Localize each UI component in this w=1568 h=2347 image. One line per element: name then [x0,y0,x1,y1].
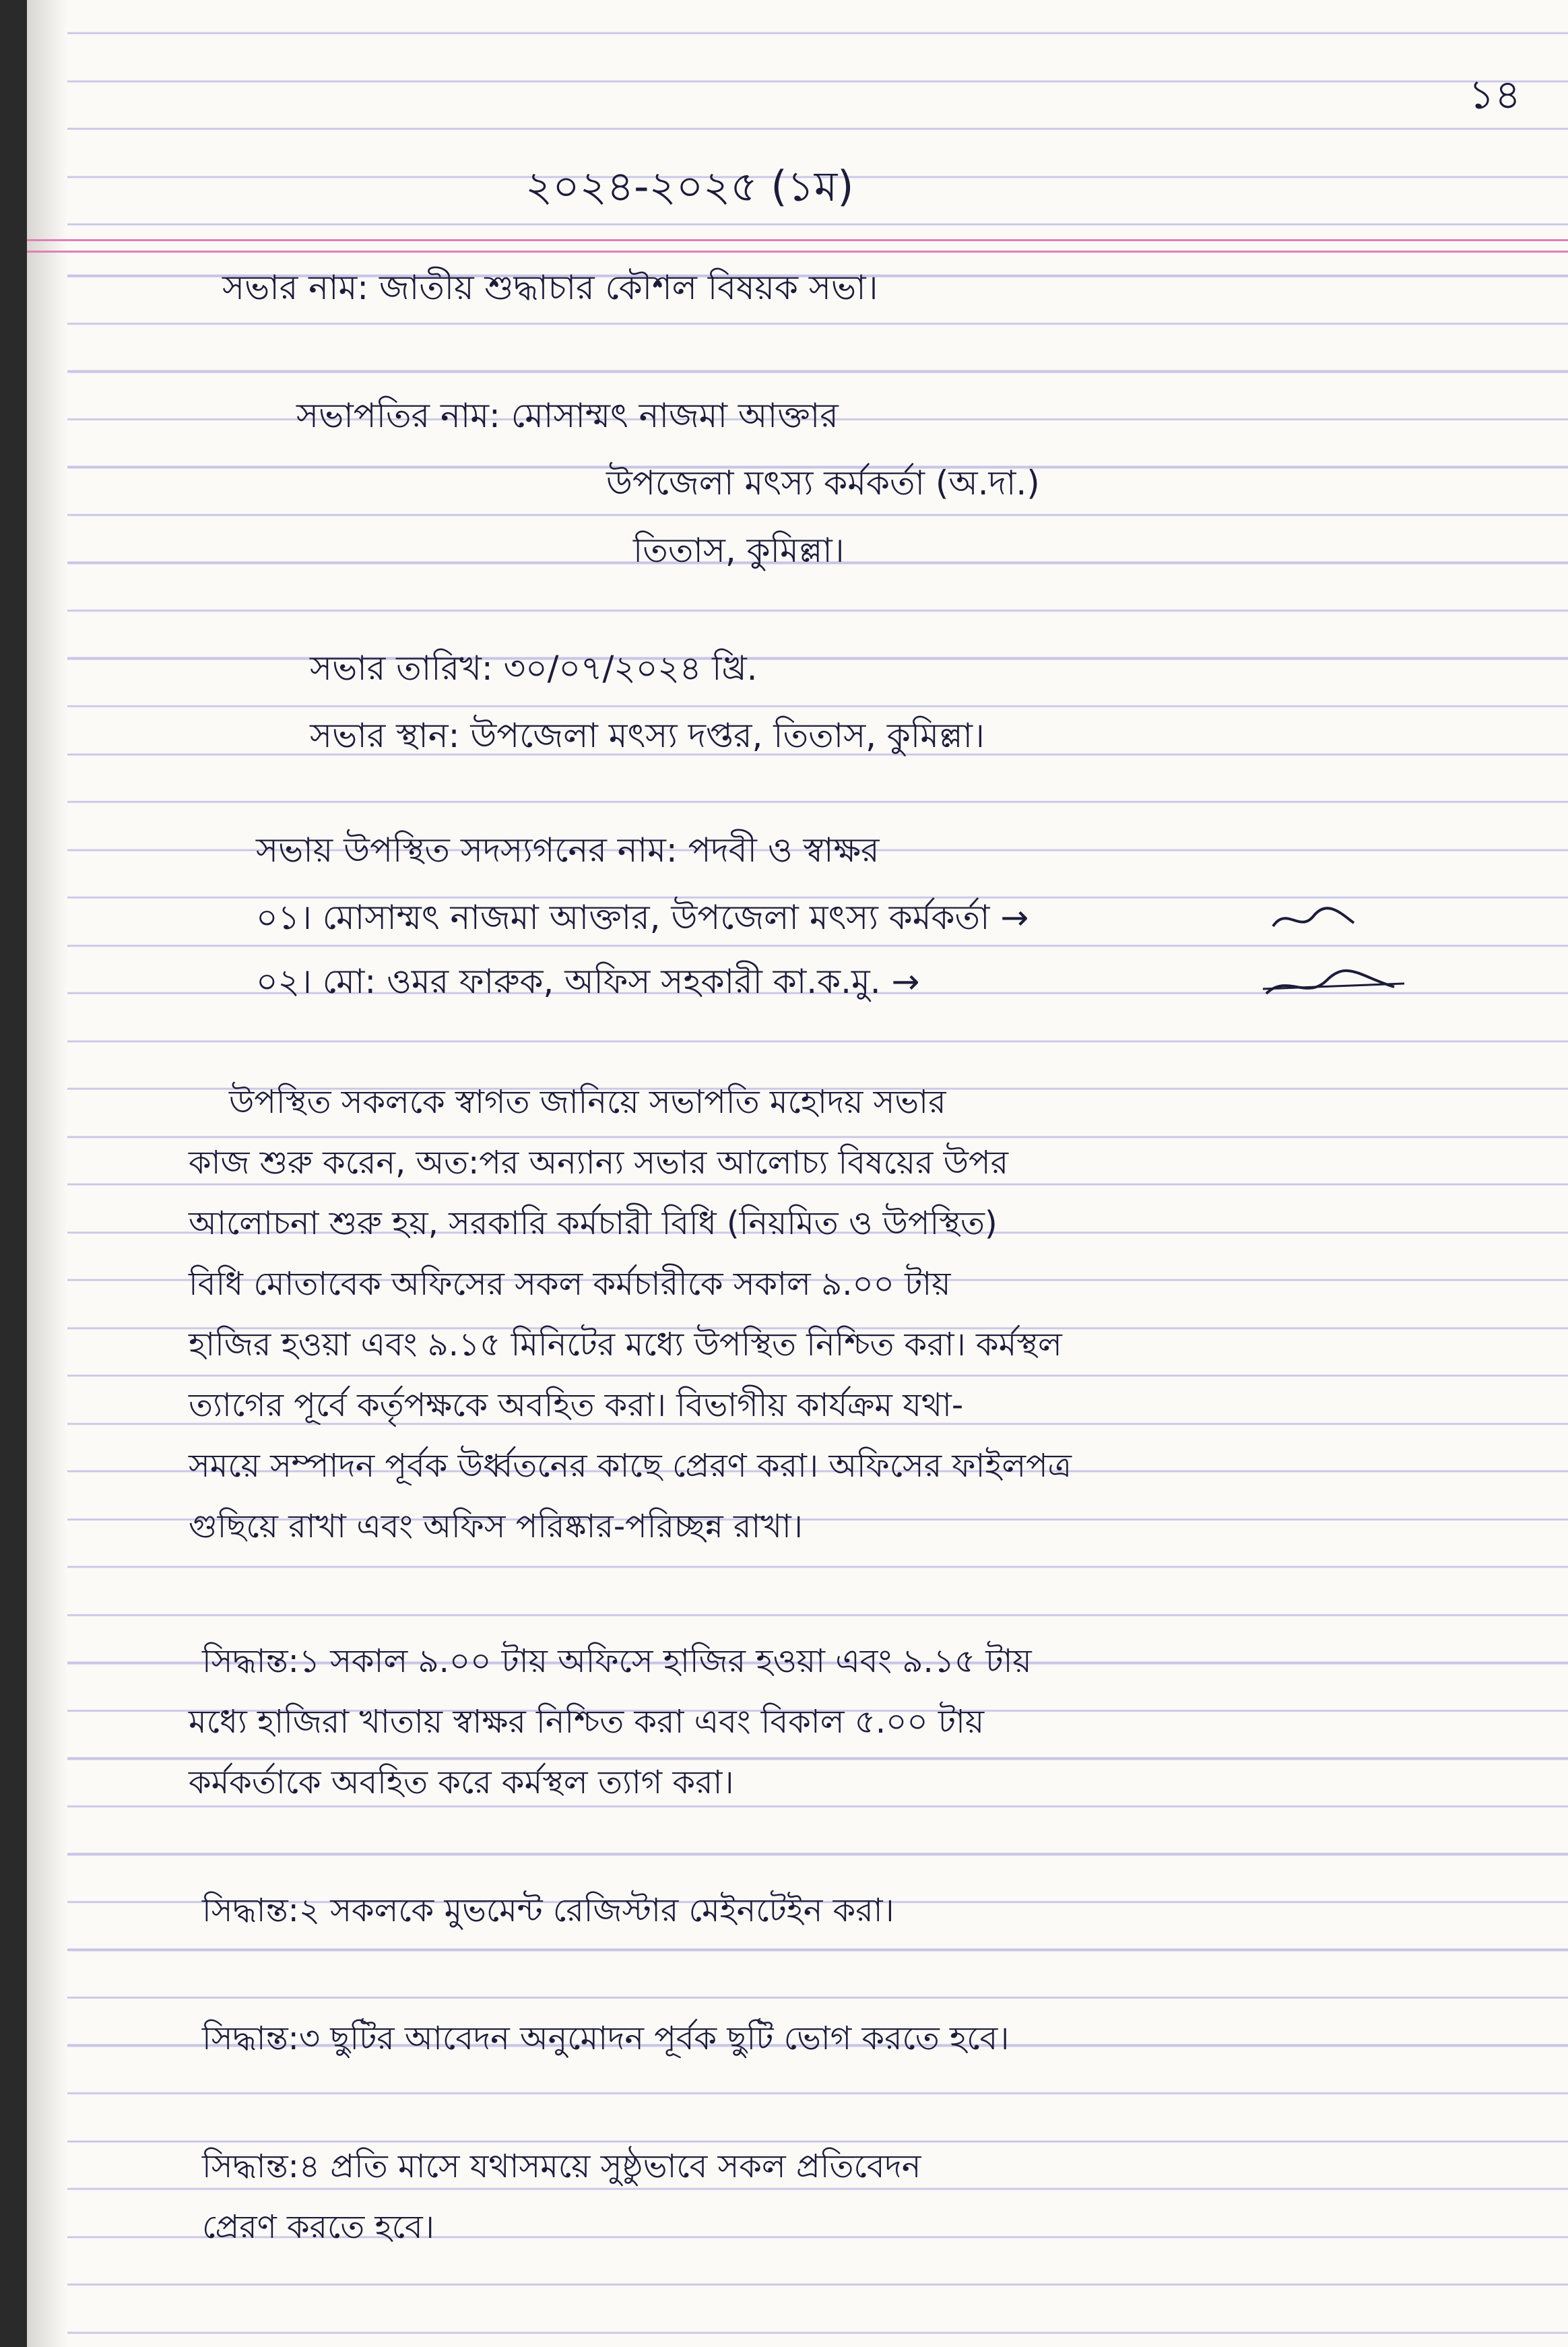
attendee-1-signature [1266,899,1361,940]
notebook-page [27,0,1568,2347]
decision-4-line: প্রেরণ করতে হবে। [202,2208,434,2246]
page-number: ১৪ [1468,71,1521,119]
decision-1-line: সিদ্ধান্ত:১ সকাল ৯.০০ টায় অফিসে হাজির হওয়া এবং ৯.১৫ টায় [202,1642,1032,1680]
discussion-line: আলোচনা শুরু হয়, সরকারি কর্মচারী বিধি (নিয়মিত ও উপস্থিত) [189,1204,998,1242]
discussion-line: গুছিয়ে রাখা এবং অফিস পরিষ্কার-পরিচ্ছন্ন রাখা। [189,1508,803,1545]
top-margin-rule [27,239,1568,241]
top-margin-rule-2 [27,251,1568,253]
meeting-date: সভার তারিখ: ৩০/০৭/২০২৪ খ্রি. [310,649,758,688]
discussion-line: কাজ শুরু করেন, অত:পর অন্যান্য সভার আলোচ্য বিষয়ের উপর [189,1144,1009,1182]
meeting-venue: সভার স্থান: উপজেলা মৎস্য দপ্তর, তিতাস, কুমিল্লা। [310,716,985,755]
decision-4-line: সিদ্ধান্ত:৪ প্রতি মাসে যথাসময়ে সুষ্ঠুভাবে সকল প্রতিবেদন [202,2148,921,2185]
attendee-2: ০২। মো: ওমর ফারুক, অফিস সহকারী কা.ক.মু. → [256,962,920,1001]
discussion-line: হাজির হওয়া এবং ৯.১৫ মিনিটের মধ্যে উপস্থিত নিশ্চিত করা। কর্মস্থল [189,1326,1062,1363]
chair-location: তিতাস, কুমিল্লা। [633,531,845,570]
discussion-line: ত্যাগের পূর্বে কর্তৃপক্ষকে অবহিত করা। বিভাগীয় কার্যক্রম যথা- [189,1386,964,1424]
decision-3-line: সিদ্ধান্ত:৩ ছুটির আবেদন অনুমোদন পূর্বক ছুটি ভোগ করতে হবে। [202,2020,1010,2057]
decision-1-line: কর্মকর্তাকে অবহিত করে কর্মস্থল ত্যাগ করা। [189,1764,734,1801]
decision-1-line: মধ্যে হাজিরা খাতায় স্বাক্ষর নিশ্চিত করা এবং বিকাল ৫.০০ টায় [189,1703,985,1741]
attendees-heading: সভায় উপস্থিত সদস্যগনের নাম: পদবী ও স্বাক্ষর [256,831,880,870]
year-heading: ২০২৪-২০২৫ (১ম) [525,162,854,211]
discussion-line: উপস্থিত সকলকে স্বাগত জানিয়ে সভাপতি মহোদয় সভার [229,1083,946,1121]
meeting-title: সভার নাম: জাতীয় শুদ্ধাচার কৌশল বিষয়ক সভা। [222,268,878,307]
decision-2-line: সিদ্ধান্ত:২ সকলকে মুভমেন্ট রেজিস্টার মেইনটেইন করা। [202,1892,894,1929]
attendee-1: ০১। মোসাম্মৎ নাজমা আক্তার, উপজেলা মৎস্য কর্মকর্তা → [256,898,1029,937]
attendee-2-signature [1260,963,1408,1010]
discussion-line: সময়ে সম্পাদন পূর্বক উর্ধ্বতনের কাছে প্রেরণ করা। অফিসের ফাইলপত্র [189,1447,1072,1485]
chair-designation: উপজেলা মৎস্য কর্মকর্তা (অ.দা.) [606,463,1040,503]
chair-name: সভাপতির নাম: মোসাম্মৎ নাজমা আক্তার [296,396,839,435]
discussion-line: বিধি মোতাবেক অফিসের সকল কর্মচারীকে সকাল ৯.০০ টায় [189,1265,951,1303]
